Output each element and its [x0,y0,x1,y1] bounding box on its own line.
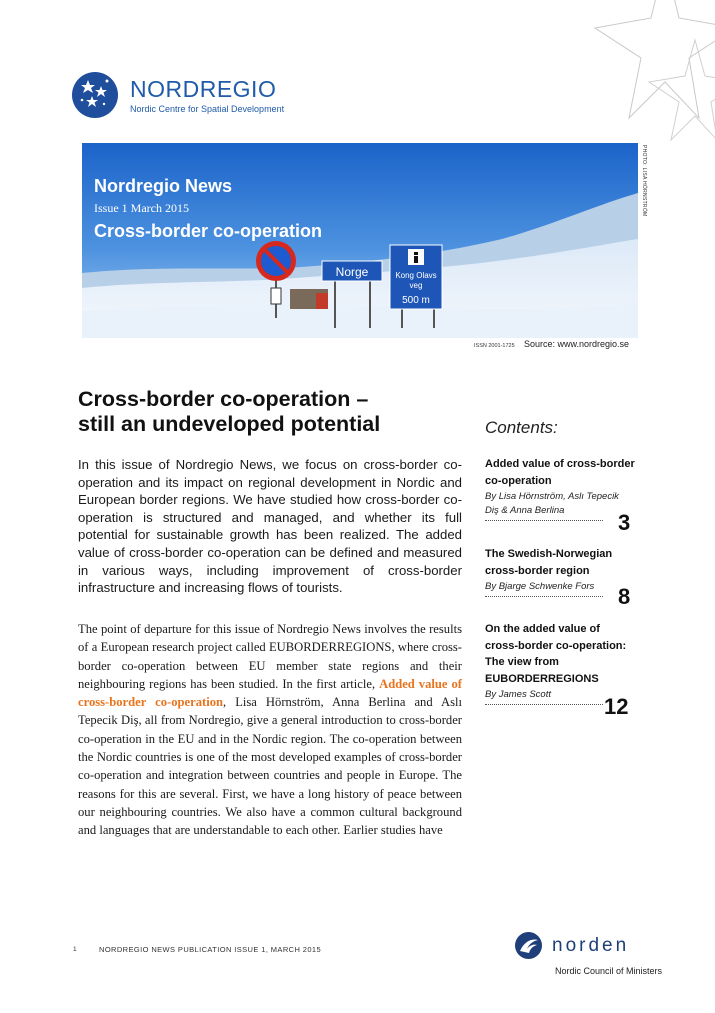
article-link[interactable]: Added value of cross-border co-operation [78,676,462,710]
contents-heading: Contents: [485,418,558,437]
headline-line-2: still an undeveloped potential [78,412,381,436]
source-text: Source: www.nordregio.se [524,339,630,349]
sign-info-line1: Kong Olavs [395,271,437,280]
toc-item[interactable] [485,546,635,597]
toc-item-author: By James Scott [485,689,551,700]
norden-subtitle: Nordic Council of Ministers [555,966,663,976]
footer-publication: NORDREGIO NEWS PUBLICATION ISSUE 1, MARCH 2015 [99,945,322,954]
toc-item-page: 12 [604,694,629,719]
hero-banner [82,143,638,338]
toc-item-author: By Lisa Hörnström, Aslı Tepecik Diş & Anna Berlina [485,491,619,516]
norden-swan-icon [515,932,542,959]
sign-country-text: Norge [335,265,369,279]
toc-item-page: 8 [618,584,631,609]
norden-logo [515,932,629,959]
toc-leader-line [485,596,603,597]
footer-page-number: 1 [73,946,77,953]
article-headline [78,387,458,437]
toc-item-title: Added value of cross-border co-operation [485,458,635,487]
issue-title: Nordregio News [94,176,233,196]
body-text-part-1: The point of departure for this issue of Nordregio News involves the results of a European research project called EUBORDERREGIONS, where cross-border co-operation between EU member state regions and their neighbouring regions has been studied. In the first article, [78,622,462,691]
nordregio-star-icon [72,72,118,118]
toc-leader-line [485,520,603,521]
lead-paragraph: In this issue of Nordregio News, we focus on cross-border co-operation and its impact on regional development in Nordic and European border regions. We have studied how cross-border co-operation is structured and managed, and whether its full potential for sustainable growth has been realized. The added value of cross-border co-operation can be defined and measured in various ways, including improvement of cross-border infrastructure and increasing flows of tourists. [78,457,462,596]
toc-item-title: The Swedish-Norwegian cross-border region [485,548,613,577]
issue-theme: Cross-border co-operation [94,221,323,241]
toc-item[interactable] [485,456,635,521]
logo-name: NORDREGIO [130,75,277,102]
issue-date: Issue 1 March 2015 [94,201,189,215]
toc-item-author: By Bjarge Schwenke Fors [485,581,595,592]
toc-item-page: 3 [618,510,631,535]
nordregio-logo [72,72,284,118]
toc-item[interactable] [485,621,635,705]
body-text-part-2: , Lisa Hörnström, Anna Berlina and Aslı Tepecik Diş, all from Nordregio, give a general introduction to cross-border co-operation in the EU and in the Nordic region. The co-operation between the Nordic countries is one of the most developed examples of cross-border co-operation and integration between countries and people in Europe. The reasons for this are several. First, we have a long history of peace between our neighbouring countries. We also have a common cultural background and languages that are understandable to each other. Earlier studies have [78,695,462,838]
norden-wordmark: norden [552,934,630,956]
sign-distance-text: 500 m [402,295,430,306]
body-paragraph [78,620,462,840]
headline-line-1: Cross-border co-operation – [78,387,369,411]
sign-info-line2: veg [409,281,423,290]
issn-text: ISSN 2001-1725 [474,343,515,349]
toc-item-title: On the added value of cross-border co-operation: The view from EUBORDERREGIONS [485,623,627,685]
logo-subtitle: Nordic Centre for Spatial Development [130,103,285,114]
photo-credit: PHOTO: LISA HÖRNSTRÖM [641,145,647,217]
toc-leader-line [485,704,603,705]
